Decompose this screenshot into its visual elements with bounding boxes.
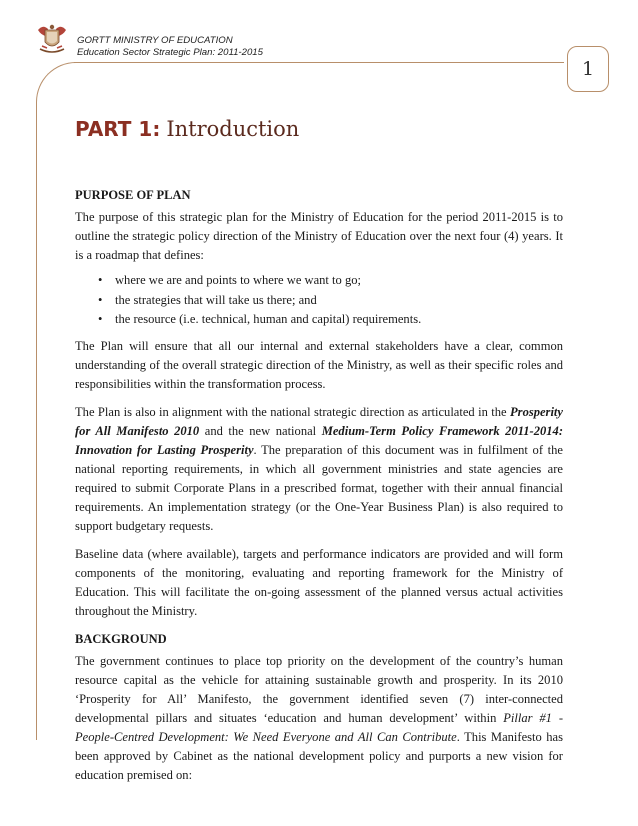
list-item: • the resource (i.e. technical, human and capital) requirements. bbox=[115, 310, 563, 330]
document-body bbox=[75, 186, 563, 794]
title-part: PART 1: bbox=[75, 117, 161, 141]
coat-of-arms-emblem bbox=[34, 22, 70, 58]
header-rule bbox=[74, 62, 564, 63]
text-run: The government continues to place top priority on the development of the country’s human resource capital as the vehicle for attaining sustainable growth and prosperity. In its 2010 ‘Prosperity for All’ Manifesto, the government identified seven (7) inter-connected developmental pillars and situates ‘education and human development’ within bbox=[75, 653, 563, 725]
text-run: . The preparation of this document was in fulfilment of the national reporting requirements, in which all government ministries and state agencies are required to submit Corporate Plans in a prescribed format, together with their annual financial requirements. An implementation strategy (or the One-Year Business Plan) is also required to support budgetary requests. bbox=[75, 442, 564, 533]
pillar-title: Pillar #1 - People-Centred Development: We Need Everyone and All Can Contribute bbox=[75, 710, 563, 744]
background-paragraph bbox=[75, 652, 563, 785]
plan-name: Education Sector Strategic Plan: 2011-2015 bbox=[77, 47, 263, 58]
background-heading: BACKGROUND bbox=[75, 631, 167, 646]
page-title bbox=[75, 116, 299, 142]
purpose-heading: PURPOSE OF PLAN bbox=[75, 188, 191, 202]
manifesto-title: Prosperity for All Manifesto 2010 bbox=[75, 404, 563, 438]
text-run: . This Manifesto has been approved by Cabinet as the national development policy and purports a new vision for education premised on: bbox=[75, 729, 563, 782]
purpose-paragraph: The purpose of this strategic plan for the Ministry of Education for the period 2011-2015 is to outline the strategic policy direction of the Ministry of Education over the next four (4) years. It is a roadmap that defines: bbox=[75, 210, 563, 262]
text-run: and the new national bbox=[199, 423, 322, 438]
ministry-name: GORTT MINISTRY OF EDUCATION bbox=[77, 35, 233, 46]
text-run: The Plan is also in alignment with the national strategic direction as articulated in the bbox=[75, 404, 511, 419]
list-item: • where we are and points to where we want to go; bbox=[115, 271, 563, 291]
title-text: Introduction bbox=[166, 117, 300, 141]
frame-left-rule bbox=[36, 120, 37, 740]
stakeholders-paragraph: The Plan will ensure that all our internal and external stakeholders have a clear, common understanding of the overall strategic direction of the Ministry, as well as their specific roles and responsibilities within the transformation process. bbox=[75, 338, 563, 391]
policy-framework-title: Medium-Term Policy Framework 2011-2014: Innovation for Lasting Prosperity bbox=[75, 423, 564, 457]
baseline-paragraph: Baseline data (where available), targets and performance indicators are provided and will form components of the monitoring, evaluating and reporting framework for the Ministry of Education. This will facilitate the on-going assessment of the planned versus actual activities throughout the Ministry. bbox=[75, 546, 563, 618]
page-number: 1 bbox=[567, 46, 609, 92]
list-item: • the strategies that will take us there; and bbox=[115, 291, 563, 311]
roadmap-list bbox=[75, 271, 563, 330]
alignment-paragraph bbox=[75, 403, 563, 536]
